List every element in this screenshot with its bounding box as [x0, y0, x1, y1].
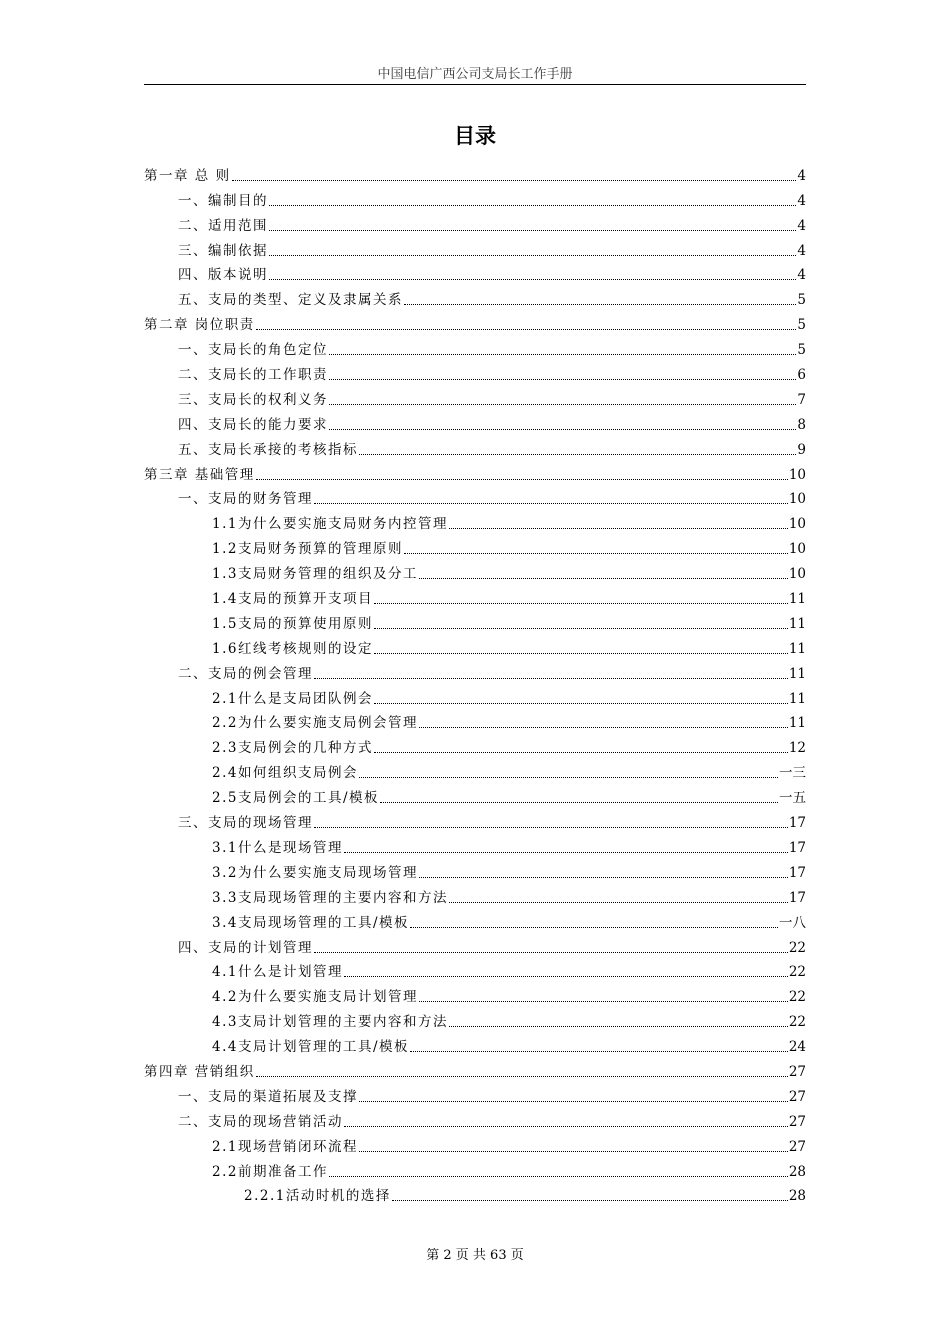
toc-entry[interactable] [144, 1031, 806, 1056]
toc-dot-leader [419, 1000, 788, 1002]
toc-entry-label: 4.4支局计划管理的工具/模板 [212, 1039, 410, 1056]
toc-entry-page: 17 [788, 889, 806, 906]
toc-entry[interactable] [144, 1081, 806, 1106]
toc-entry-label: 2.1现场营销闭环流程 [212, 1138, 358, 1155]
toc-dot-leader [314, 951, 788, 953]
toc-entry[interactable] [144, 459, 806, 484]
toc-entry[interactable] [144, 484, 806, 509]
toc-entry[interactable] [144, 1156, 806, 1181]
toc-dot-leader [419, 726, 788, 728]
toc-dot-leader [404, 303, 796, 305]
toc-dot-leader [269, 254, 796, 256]
toc-entry-label: 二、支局的例会管理 [178, 665, 313, 682]
toc-dot-leader [359, 1150, 788, 1152]
toc-entry-page: 11 [788, 690, 806, 707]
toc-entry-page: 5 [797, 292, 806, 309]
toc-dot-leader [344, 975, 788, 977]
toc-entry-page: 17 [788, 815, 806, 832]
toc-entry[interactable] [144, 508, 806, 533]
toc-entry-page: 一五 [779, 790, 806, 807]
toc-entry[interactable] [144, 409, 806, 434]
toc-entry-label: 1.5支局的预算使用原则 [212, 615, 373, 632]
toc-entry-label: 一、支局的渠道拓展及支撑 [178, 1088, 358, 1105]
toc-entry[interactable] [144, 633, 806, 658]
toc-entry-page: 4 [797, 192, 806, 209]
toc-entry[interactable] [144, 260, 806, 285]
toc-entry[interactable] [144, 932, 806, 957]
toc-entry-page: 11 [788, 640, 806, 657]
toc-entry-label: 第一章 总 则 [144, 167, 231, 184]
toc-entry[interactable] [144, 160, 806, 185]
toc-entry[interactable] [144, 608, 806, 633]
toc-entry[interactable] [144, 907, 806, 932]
toc-entry[interactable] [144, 732, 806, 757]
toc-entry-page: 27 [788, 1113, 806, 1130]
toc-entry[interactable] [144, 658, 806, 683]
toc-entry-label: 2.2.1活动时机的选择 [244, 1188, 391, 1205]
toc-dot-leader [329, 353, 796, 355]
toc-dot-leader [404, 552, 788, 554]
toc-entry-label: 二、适用范围 [178, 217, 268, 234]
toc-dot-leader [449, 1025, 788, 1027]
toc-dot-leader [269, 204, 796, 206]
toc-entry[interactable] [144, 434, 806, 459]
toc-dot-leader [374, 652, 788, 654]
toc-dot-leader [256, 1075, 788, 1077]
toc-entry[interactable] [144, 1056, 806, 1081]
toc-dot-leader [449, 527, 788, 529]
toc-entry[interactable] [144, 359, 806, 384]
toc-entry[interactable] [144, 384, 806, 409]
toc-entry[interactable] [144, 782, 806, 807]
toc-entry-page: 27 [788, 1088, 806, 1105]
toc-entry-page: 7 [797, 391, 806, 408]
toc-entry-page: 22 [788, 1014, 806, 1031]
toc-entry[interactable] [144, 757, 806, 782]
toc-entry-page: 一三 [779, 765, 806, 782]
toc-entry[interactable] [144, 857, 806, 882]
toc-entry-page: 9 [797, 441, 806, 458]
toc-entry-label: 3.4支局现场管理的工具/模板 [212, 914, 410, 931]
toc-entry-page: 22 [788, 939, 806, 956]
toc-entry-page: 22 [788, 989, 806, 1006]
toc-entry-label: 一、支局的财务管理 [178, 491, 313, 508]
table-of-contents [144, 160, 806, 1205]
toc-dot-leader [329, 1175, 788, 1177]
toc-entry[interactable] [144, 957, 806, 982]
toc-dot-leader [314, 826, 788, 828]
toc-entry-page: 11 [788, 615, 806, 632]
toc-entry-label: 4.3支局计划管理的主要内容和方法 [212, 1014, 448, 1031]
toc-entry-label: 4.1什么是计划管理 [212, 964, 343, 981]
toc-entry[interactable] [144, 882, 806, 907]
toc-entry-label: 二、支局长的工作职责 [178, 367, 328, 384]
toc-entry-page: 10 [788, 491, 806, 508]
toc-entry-label: 2.1什么是支局团队例会 [212, 690, 373, 707]
toc-entry-label: 4.2为什么要实施支局计划管理 [212, 989, 418, 1006]
toc-entry[interactable] [144, 807, 806, 832]
toc-entry[interactable] [144, 583, 806, 608]
toc-entry[interactable] [144, 1106, 806, 1131]
toc-entry-page: 11 [788, 591, 806, 608]
toc-entry-label: 第二章 岗位职责 [144, 317, 255, 334]
toc-entry-label: 2.4如何组织支局例会 [212, 765, 358, 782]
toc-entry[interactable] [144, 185, 806, 210]
toc-entry-page: 4 [797, 267, 806, 284]
toc-entry[interactable] [144, 210, 806, 235]
toc-entry-label: 3.2为什么要实施支局现场管理 [212, 864, 418, 881]
toc-entry-label: 二、支局的现场营销活动 [178, 1113, 343, 1130]
toc-entry-label: 三、支局长的权利义务 [178, 391, 328, 408]
toc-entry-page: 4 [797, 217, 806, 234]
toc-entry[interactable] [144, 1181, 806, 1206]
toc-dot-leader [329, 403, 796, 405]
toc-entry[interactable] [144, 558, 806, 583]
toc-entry-label: 四、支局的计划管理 [178, 939, 313, 956]
toc-dot-leader [419, 876, 788, 878]
toc-entry-label: 五、支局的类型、定义及隶属关系 [178, 292, 403, 309]
toc-dot-leader [329, 378, 796, 380]
toc-entry-label: 第四章 营销组织 [144, 1063, 255, 1080]
toc-entry-label: 2.2为什么要实施支局例会管理 [212, 715, 418, 732]
toc-entry-page: 11 [788, 715, 806, 732]
toc-entry-label: 1.4支局的预算开支项目 [212, 591, 373, 608]
toc-dot-leader [410, 926, 778, 928]
toc-entry-page: 28 [788, 1163, 806, 1180]
toc-entry-label: 2.5支局例会的工具/模板 [212, 790, 380, 807]
toc-entry-label: 1.3支局财务管理的组织及分工 [212, 566, 418, 583]
toc-dot-leader [269, 278, 796, 280]
header-rule [144, 84, 806, 85]
toc-entry-label: 四、版本说明 [178, 267, 268, 284]
toc-entry-page: 10 [788, 566, 806, 583]
toc-dot-leader [256, 478, 788, 480]
toc-dot-leader [314, 502, 788, 504]
toc-entry-page: 12 [788, 740, 806, 757]
toc-entry[interactable] [144, 832, 806, 857]
toc-dot-leader [269, 229, 796, 231]
toc-entry-page: 22 [788, 964, 806, 981]
toc-entry-label: 2.3支局例会的几种方式 [212, 740, 373, 757]
toc-dot-leader [359, 776, 778, 778]
toc-entry-page: 5 [797, 317, 806, 334]
toc-entry-page: 24 [788, 1039, 806, 1056]
toc-entry-label: 一、支局长的角色定位 [178, 342, 328, 359]
toc-entry-label: 3.3支局现场管理的主要内容和方法 [212, 889, 448, 906]
toc-entry-label: 1.1为什么要实施支局财务内控管理 [212, 516, 448, 533]
toc-entry-label: 一、编制目的 [178, 192, 268, 209]
toc-dot-leader [374, 602, 788, 604]
toc-entry[interactable] [144, 309, 806, 334]
toc-entry-page: 11 [788, 665, 806, 682]
toc-entry-page: 一八 [779, 914, 806, 931]
toc-entry[interactable] [144, 1131, 806, 1156]
toc-entry-page: 4 [797, 242, 806, 259]
toc-entry-page: 10 [788, 516, 806, 533]
toc-dot-leader [410, 1050, 788, 1052]
toc-dot-leader [380, 801, 778, 803]
toc-dot-leader [374, 751, 788, 753]
toc-entry-label: 五、支局长承接的考核指标 [178, 441, 358, 458]
toc-entry[interactable] [144, 334, 806, 359]
toc-entry-label: 四、支局长的能力要求 [178, 416, 328, 433]
toc-entry-label: 2.2前期准备工作 [212, 1163, 328, 1180]
toc-dot-leader [392, 1199, 788, 1201]
toc-dot-leader [374, 627, 788, 629]
toc-entry-page: 10 [788, 541, 806, 558]
toc-entry[interactable] [144, 284, 806, 309]
toc-entry-page: 8 [797, 416, 806, 433]
toc-entry-page: 17 [788, 839, 806, 856]
toc-dot-leader [344, 1125, 788, 1127]
toc-entry[interactable] [144, 981, 806, 1006]
running-header: 中国电信广西公司支局长工作手册 [377, 67, 573, 82]
toc-entry-page: 28 [788, 1188, 806, 1205]
toc-entry[interactable] [144, 235, 806, 260]
toc-dot-leader [359, 1100, 788, 1102]
toc-entry[interactable] [144, 683, 806, 708]
toc-entry-page: 6 [797, 367, 806, 384]
toc-entry-label: 1.6红线考核规则的设定 [212, 640, 373, 657]
toc-entry-page: 4 [797, 167, 806, 184]
toc-dot-leader [329, 428, 796, 430]
toc-dot-leader [256, 328, 797, 330]
toc-dot-leader [232, 179, 797, 181]
toc-dot-leader [314, 677, 788, 679]
toc-entry[interactable] [144, 533, 806, 558]
toc-dot-leader [419, 577, 788, 579]
toc-entry-label: 1.2支局财务预算的管理原则 [212, 541, 403, 558]
toc-dot-leader [359, 453, 796, 455]
toc-entry-page: 27 [788, 1063, 806, 1080]
toc-entry-label: 第三章 基础管理 [144, 466, 255, 483]
toc-entry-label: 三、支局的现场管理 [178, 815, 313, 832]
toc-dot-leader [344, 851, 788, 853]
page-footer: 第 2 页 共 63 页 [426, 1248, 524, 1263]
page-title: 目录 [454, 124, 496, 148]
toc-entry-label: 3.1什么是现场管理 [212, 839, 343, 856]
toc-entry-page: 17 [788, 864, 806, 881]
toc-entry[interactable] [144, 1006, 806, 1031]
toc-entry[interactable] [144, 708, 806, 733]
toc-entry-page: 5 [797, 342, 806, 359]
toc-entry-page: 10 [788, 466, 806, 483]
toc-entry-page: 27 [788, 1138, 806, 1155]
toc-dot-leader [374, 702, 788, 704]
toc-entry-label: 三、编制依据 [178, 242, 268, 259]
toc-dot-leader [449, 901, 788, 903]
